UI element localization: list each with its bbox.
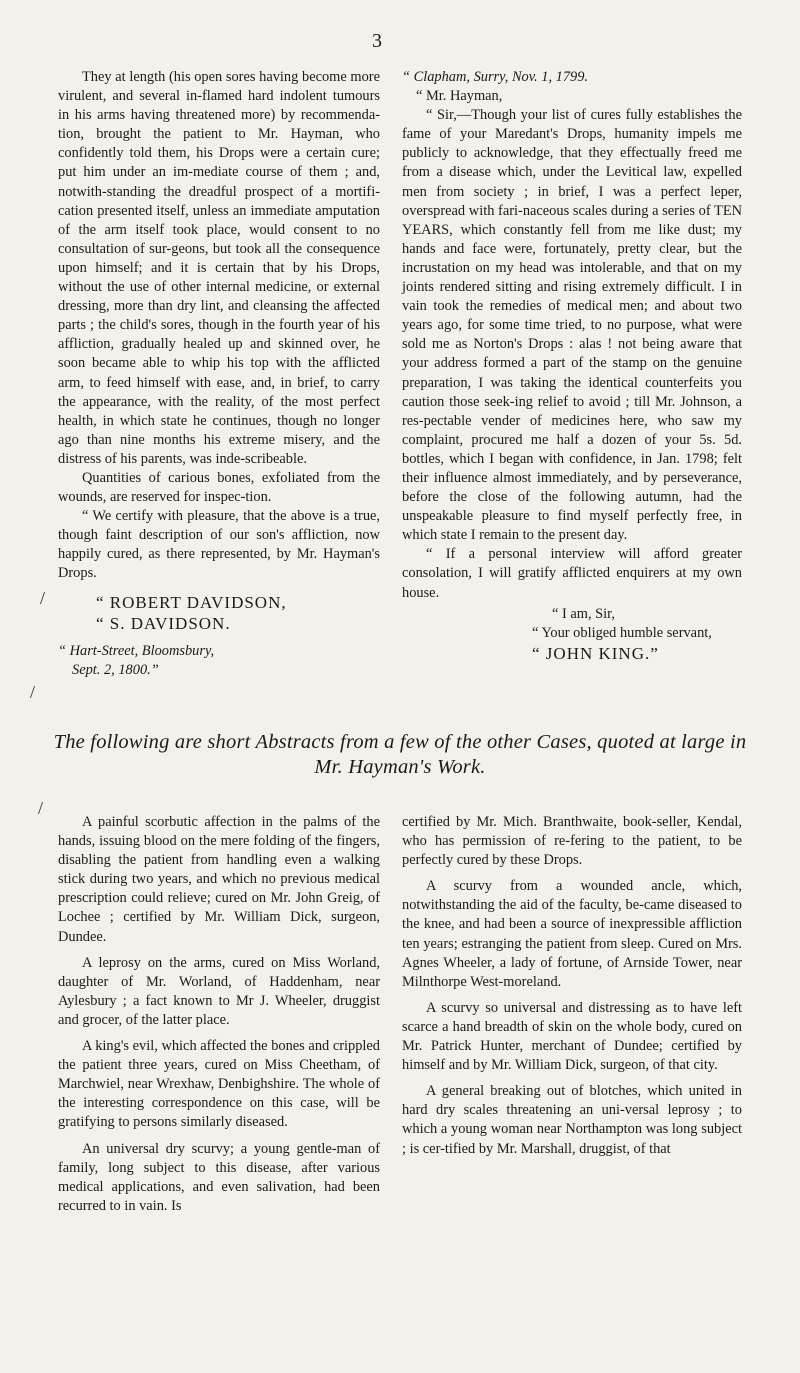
paragraph: “ If a personal interview will afford greater consolation, I will gratify afflicted enquirers at my own house. bbox=[402, 546, 742, 601]
letter-date: Sept. 2, 1800.” bbox=[72, 661, 159, 678]
letter-closing: “ I am, Sir, bbox=[552, 605, 615, 622]
paragraph: “ We certify with pleasure, that the above is a true, though faint description of our son's affliction, now happily cured, as there represented, by Mr. Hayman's Drops. bbox=[58, 508, 380, 582]
section-heading: The following are short Abstracts from a few of the other Cases, quoted at large in Mr. Hayman's Work. bbox=[53, 731, 747, 778]
left-column-top bbox=[58, 68, 380, 680]
case-abstract: A king's evil, which affected the bones and crippled the patient three years, cured on Miss Cheetham, of Marchwiel, near Wrexhaw, Denbighshire. The whole of the interesting correspondence on this case, will be gratifying to persons similarly diseased. bbox=[58, 1038, 380, 1131]
paragraph: They at length (his open sores having become more virulent, and several in-flamed hard indolent tumours in his arms having threatened more) by recommenda-tion, brought the patient to Mr. Hayman, who confidently told them, his Drops were a certain cure; put him under an im-mediate course of them ; and, notwith-standing the dreadful prospect of a mortifi-cation presented itself, unless an immediate amputation of the arm itself took place, would consent to no consultation of sur-geons, but took all the consequence upon himself; and it is certain that by his Drops, without the use of other internal medicine, or external dressing, more than dry lint, and cleansing the affected parts ; the child's sores, though in the fourth year of his affliction, gradually healed up and skinned over, he soon became able to whip his top with the afflicted arm, to feed himself with ease, and, in brief, to carry the appearance, with the reality, of the most perfect health, in which state he continues, though no longer ago than nine months his extreme misery, and the distress of his parents, was inde-scribeable. bbox=[58, 69, 380, 467]
paragraph: “ Sir,—Though your list of cures fully establishes the fame of your Maredant's Drops, humanity impels me publicly to acknowledge, that they effectually freed me from a disease which, under the Levitical law, expelled men from society ; in brief, I was a perfect leper, overspread with fari-naceous scales during a series of TEN YEARS, which constantly fell from me like dust; my hands and face were, fortunately, pretty clear, but the incrustation on my head was intolerable, and that on my joints rendered sitting and rising extremely difficult. I in vain took the remedies of medical men; and about two years ago, for some time tried, to no purpose, what were sold me as Norton's Drops : alas ! not being aware that your address formed a part of the stamp on the genuine preparation, I was taking the identical counterfeits you caution those seek-ing relief to avoid ; till Mr. Johnson, a res-pectable vender of medicines here, who saw my complaint, procured me half a dozen of your 5s. 5d. bottles, which I began with confidence, in Jan. 1798; felt their influence almost immediately, and by perseverance, before the close of the following autumn, had the unspeakable pleasure to find myself perfectly free, in which state I remain to the present day. bbox=[402, 107, 742, 544]
signature-robert-davidson: “ ROBERT DAVIDSON, bbox=[96, 592, 287, 612]
case-abstract: An universal dry scurvy; a young gentle-man of family, long subject to this disease, after various medical applications, and even salivation, had been recurred to in vain. Is bbox=[58, 1140, 380, 1214]
letter-dateline: “ Clapham, Surry, Nov. 1, 1799. bbox=[402, 69, 589, 85]
letter-salutation: “ Mr. Hayman, bbox=[416, 88, 503, 105]
right-column-bottom bbox=[402, 813, 742, 1159]
letter-closing: “ Your obliged humble servant, bbox=[532, 624, 712, 641]
margin-mark: / bbox=[38, 798, 44, 818]
margin-mark: / bbox=[40, 588, 46, 608]
case-abstract: A scurvy from a wounded ancle, which, notwithstanding the aid of the faculty, be-came diseased to the knee, and had been a source of inexpressible affliction ten years; estranging the patient from sleep. Cured on Mrs. Agnes Wheeler, a lady of fortune, of Arnside Tower, near Milnthorpe West-moreland. bbox=[402, 878, 742, 990]
left-column-bottom bbox=[58, 813, 380, 1216]
signature-s-davidson: “ S. DAVIDSON. bbox=[96, 613, 231, 633]
case-abstract: A painful scorbutic affection in the palms of the hands, issuing blood on the mere folding of the fingers, disabling the patient from handling even a walking stick during two years, and which no previous medical prescription could relieve; cured on Mr. John Greig, of Lochee ; certified by Mr. William Dick, surgeon, Dundee. bbox=[58, 814, 380, 945]
right-column-top bbox=[402, 68, 742, 664]
letter-address: “ Hart-Street, Bloomsbury, bbox=[58, 642, 215, 659]
signature-john-king: “ JOHN KING.” bbox=[532, 643, 659, 663]
case-abstract: A general breaking out of blotches, which united in hard dry scales threatening an uni-versal leprosy ; to which a young woman near Northampton was long subject ; is cer-tified by Mr. Marshall, druggist, of that bbox=[402, 1083, 742, 1157]
margin-mark: / bbox=[30, 682, 36, 702]
page-number: 3 bbox=[372, 30, 382, 52]
case-abstract: A leprosy on the arms, cured on Miss Worland, daughter of Mr. Worland, of Haddenham, near Aylesbury ; a fact known to Mr J. Wheeler, druggist and grocer, of the latter place. bbox=[58, 954, 380, 1028]
paragraph: Quantities of carious bones, exfoliated from the wounds, are reserved for inspec-tion. bbox=[58, 469, 380, 506]
case-abstract: A scurvy so universal and distressing as to have left scarce a hand breadth of skin on the whole body, cured on Mr. Patrick Hunter, merchant of Dundee; certified by himself and by Mr. William Dick, surgeon, of that city. bbox=[402, 999, 742, 1074]
case-abstract: certified by Mr. Mich. Branthwaite, book-seller, Kendal, who has permission of re-fering to the patient, to be perfectly cured by these Drops. bbox=[402, 814, 742, 869]
